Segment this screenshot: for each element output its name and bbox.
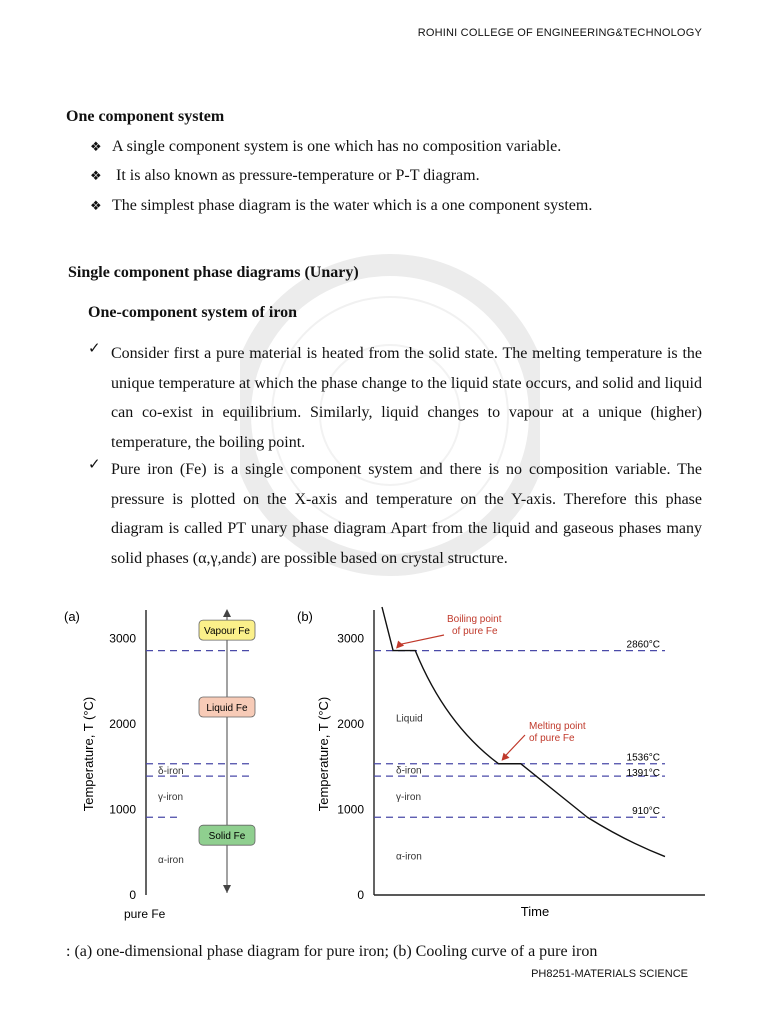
region-label: γ-iron [396,791,422,803]
tick-label: 3000 [109,631,136,646]
paragraph: Consider first a pure material is heated from the solid state. The melting temperature is the unique temperature at which the phase change to the liquid state occurs, and solid and liquid can co-exist in equilibrium. Similarly, liquid changes to vapour at a unique (higher) temperature, the boiling point. [111,345,702,451]
list-item [90,197,592,217]
x-axis-label: Time [520,904,550,919]
check-bullet-icon: ✓ [88,339,101,357]
cooling-curve [382,607,665,857]
annotation-arrow [399,635,444,645]
transition-label: 1536°C [626,752,660,764]
diamond-bullet-icon: ❖ [90,199,102,214]
list-item [88,455,702,573]
region-label: δ-iron [158,765,184,777]
check-bullet-icon: ✓ [88,455,101,473]
paragraph: Pure iron (Fe) is a single component system and there is no composition variable. The pressure is plotted on the X-axis and temperature on the Y-axis. Therefore this phase diagram is called PT unary phase diagram Apart from the liquid and gaseous phases many solid phases (α,γ,andε) are possible based on crystal structure. [111,461,702,567]
region-label: α-iron [396,851,422,863]
panel-label: (a) [64,609,80,624]
tick-label: 2000 [109,717,136,732]
list-item [90,138,561,158]
region-label: γ-iron [158,791,184,803]
section-heading: Single component phase diagrams (Unary) [68,264,359,281]
x-axis-label: pure Fe [124,907,166,921]
y-axis-label: Temperature, T (°C) [81,696,96,812]
list-item [90,167,480,187]
tick-label: 2000 [337,717,364,732]
tick-label: 1000 [109,802,136,817]
transition-label: 1391°C [626,768,660,780]
iron-phase-figure [60,605,710,925]
region-label: Liquid [396,713,423,725]
melting-point-annotation: Melting point of pure Fe [529,721,586,744]
phase-box-label: Vapour Fe [204,626,250,638]
section-title: One component system [66,108,225,125]
page-header: ROHINI COLLEGE OF ENGINEERING&TECHNOLOGY [417,27,702,39]
tick-label: 3000 [337,631,364,646]
y-axis-label: Temperature, T (°C) [316,696,331,812]
list-item [88,339,702,457]
page-footer: PH8251-MATERIALS SCIENCE [531,968,688,980]
tick-label: 1000 [337,802,364,817]
arrow-head-icon [502,753,510,761]
diamond-bullet-icon: ❖ [90,169,102,184]
bullet-text: A single component system is one which has no composition variable. [112,138,562,155]
transition-label: 2860°C [626,639,660,651]
arrow-up-icon [223,609,231,617]
tick-label: 0 [357,888,364,902]
figure-caption: : (a) one-dimensional phase diagram for pure iron; (b) Cooling curve of a pure iron [66,943,598,960]
panel-label: (b) [297,609,313,624]
bullet-text: It is also known as pressure-temperature or P-T diagram. [116,167,480,184]
sub-heading: One-component system of iron [88,304,298,321]
diamond-bullet-icon: ❖ [90,140,102,155]
phase-box-label: Liquid Fe [206,703,248,714]
bullet-text: The simplest phase diagram is the water which is a one component system. [112,197,593,214]
phase-box-label: Solid Fe [208,831,246,843]
arrow-head-icon [396,641,404,649]
transition-label: 910°C [632,806,660,818]
region-label: α-iron [158,855,184,867]
region-label: δ-iron [396,765,422,777]
tick-label: 0 [129,888,136,902]
annotation-arrow [505,735,525,757]
arrow-down-icon [223,885,231,893]
boiling-point-annotation: Boiling point of pure Fe [447,614,502,637]
